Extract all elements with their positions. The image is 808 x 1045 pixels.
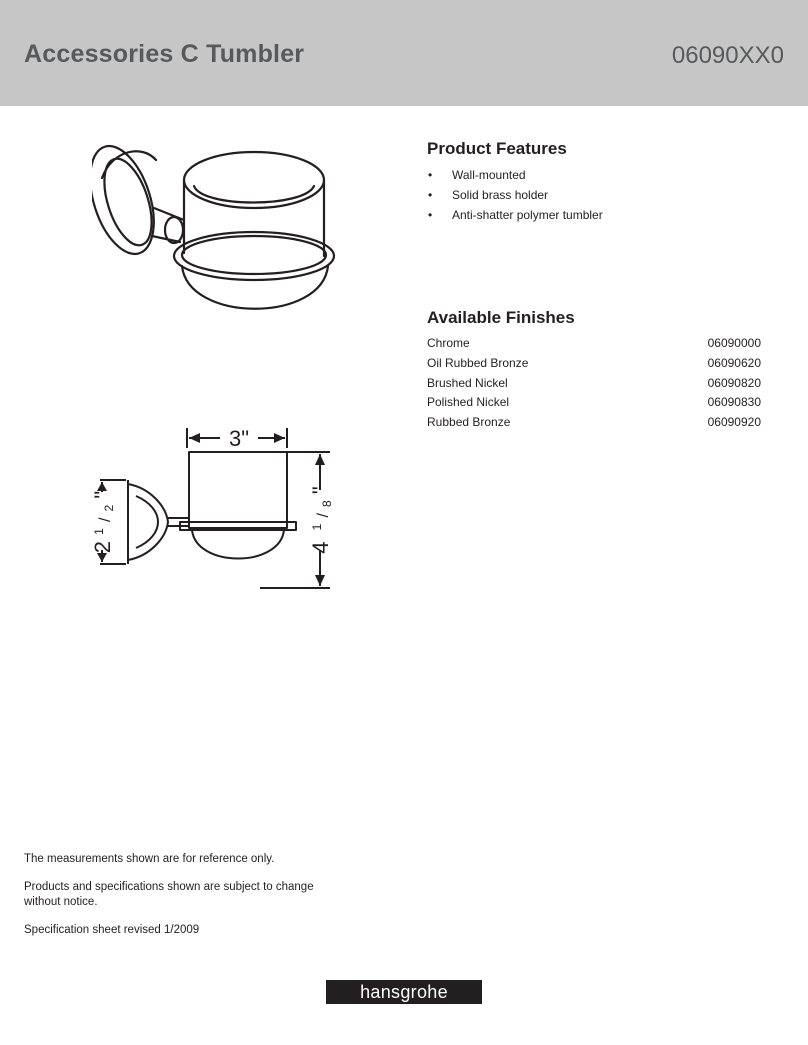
note-revision: Specification sheet revised 1/2009: [24, 924, 200, 936]
model-number: 06090XX0: [671, 42, 784, 69]
height-frac-den: 8: [320, 500, 334, 507]
finish-row: [427, 334, 761, 354]
width-dimension-label: 3": [228, 426, 250, 451]
page-title: Accessories C Tumbler: [24, 40, 305, 68]
height-frac-num: 1: [310, 523, 324, 531]
height-inch-mark: ": [308, 486, 333, 495]
finish-row: [427, 413, 761, 433]
available-finishes-section: [427, 308, 761, 433]
finish-row: [427, 393, 761, 413]
features-list: [427, 165, 767, 225]
finish-code: 06090920: [707, 415, 761, 430]
plate-frac-den: 2: [102, 504, 116, 512]
finish-name: Oil Rubbed Bronze: [427, 355, 529, 370]
brand-logo: hansgrohe: [326, 980, 482, 1004]
finishes-heading: Available Finishes: [427, 308, 575, 327]
note-reference: The measurements shown are for reference only.: [24, 853, 275, 865]
feature-item: • Anti-shatter polymer tumbler: [427, 205, 767, 225]
bullet-icon: •: [428, 208, 433, 222]
finish-name: Chrome: [427, 336, 470, 350]
svg-text:4 1 /: 4 $^1$ $_/$ 8 ": [308, 486, 334, 554]
finish-row: [427, 374, 761, 394]
disclaimer-notes: [24, 852, 314, 951]
plate-inch-mark: ": [90, 490, 115, 499]
feature-item: • Solid brass holder: [427, 185, 767, 205]
finish-name: Polished Nickel: [427, 395, 510, 410]
finish-code: 06090830: [707, 395, 761, 410]
note-subject-to-change: Products and specifications shown are subject to change without notice.: [24, 881, 314, 908]
finish-code: 06090620: [707, 355, 761, 370]
plate-frac-num: 1: [92, 528, 106, 535]
bullet-icon: •: [428, 188, 433, 202]
product-illustration: [92, 138, 342, 343]
dimension-drawing: [88, 418, 348, 598]
svg-text:2 1 /: 2 $^1$ $_/$ 2 ": [90, 490, 116, 554]
finish-code: 06090820: [707, 375, 761, 390]
finish-code: 06090000: [707, 336, 761, 350]
height-whole-label: 4: [308, 541, 333, 554]
finish-row: [427, 354, 761, 374]
features-heading: Product Features: [427, 139, 567, 158]
plate-whole-label: 2: [90, 540, 115, 554]
header-bar: [0, 0, 808, 106]
bullet-icon: •: [428, 168, 433, 182]
product-features-section: [427, 139, 767, 225]
finish-name: Rubbed Bronze: [427, 415, 511, 430]
feature-item: • Wall-mounted: [427, 165, 767, 185]
finish-name: Brushed Nickel: [427, 375, 508, 390]
